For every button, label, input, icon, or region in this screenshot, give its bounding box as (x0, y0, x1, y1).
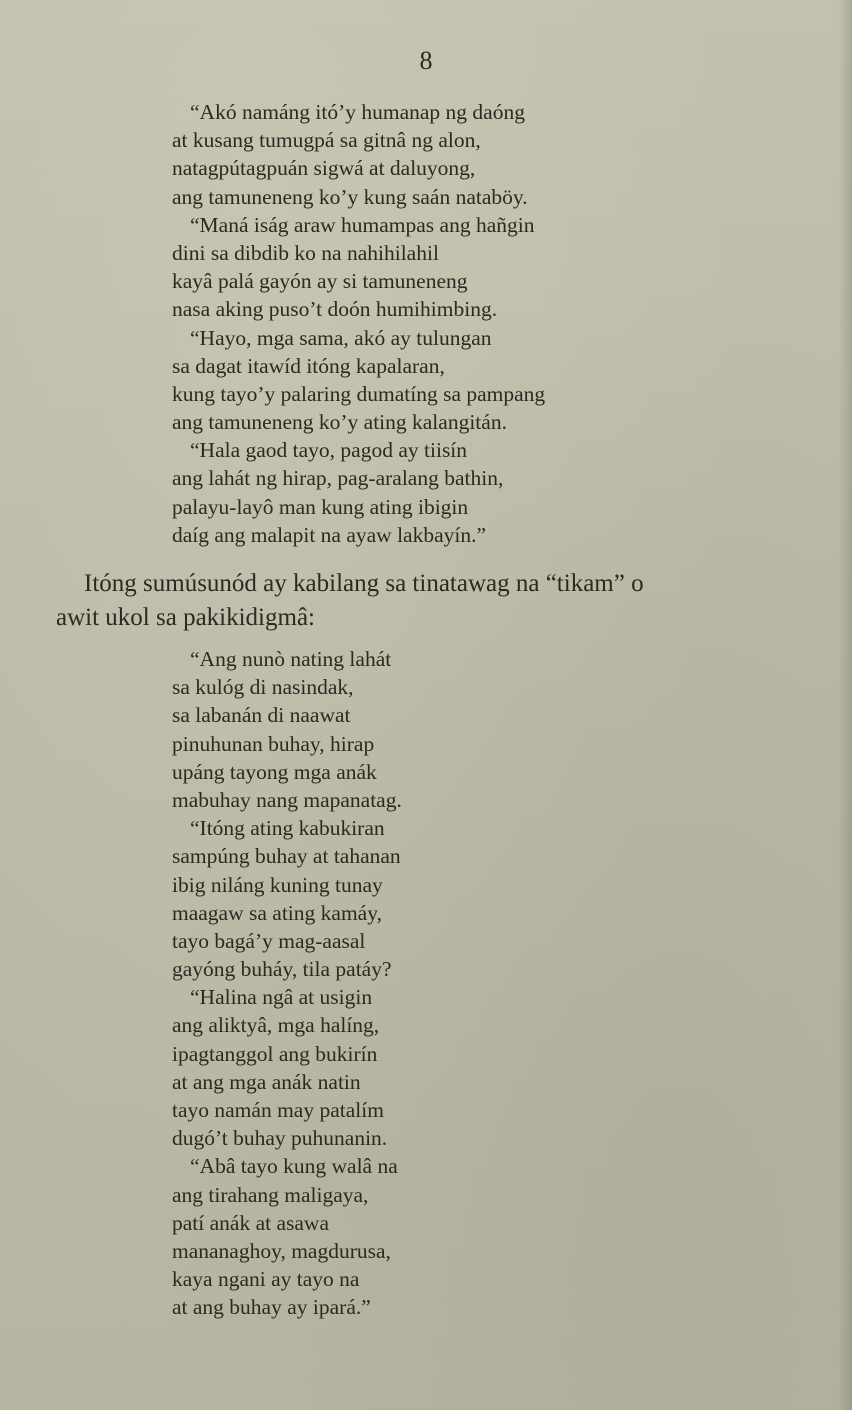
poem-line: at ang mga anák natin (172, 1069, 361, 1094)
poem-line: mananaghoy, magdurusa, (172, 1238, 391, 1263)
poem-line: ibig niláng kuning tunay (172, 872, 383, 897)
poem-line: gayóng buháy, tila patáy? (172, 957, 392, 982)
poem-line: sa kulóg di nasindak, (172, 675, 354, 700)
poem-line: ang lahát ng hirap, pag-aralang bathin, (172, 466, 504, 491)
poem-line: “Itóng ating kabukiran (190, 816, 385, 841)
poem-line: “Akó namáng itó’y humanap ng daóng (190, 100, 525, 124)
poem-line: at ang buhay ay ipará.” (172, 1295, 371, 1320)
poem-line: mabuhay nang mapanatag. (172, 787, 402, 812)
page-number: 8 (419, 46, 433, 75)
poem-line: upáng tayong mga anák (172, 759, 377, 784)
poem-line: “Abâ tayo kung walâ na (190, 1154, 398, 1179)
poem-line: tayo bagá’y mag-aasal (172, 928, 366, 953)
poem-stanzas-sea-song (172, 98, 545, 549)
poem-line: ipagtanggol ang bukirín (172, 1041, 378, 1066)
poem-line: palayu-layô man kung ating ibigin (172, 494, 469, 519)
prose-line-1: Itóng sumúsunód ay kabilang sa tinatawag na “tikam” o (84, 570, 644, 597)
poem-line: dugó’t buhay puhunanin. (172, 1126, 388, 1151)
poem-line: “Hayo, mga sama, akó ay tulungan (190, 325, 492, 350)
poem-line: ang tirahang maligaya, (172, 1182, 369, 1207)
poem-line: pinuhunan buhay, hirap (172, 731, 375, 756)
poem-line: ang tamuneneng ko’y kung saán nataböy. (172, 184, 528, 209)
poem-line: dini sa dibdib ko na nahihilahil (172, 240, 439, 265)
poem-line: natagpútagpuán sigwá at daluyong, (172, 156, 476, 181)
poem-line: at kusang tumugpá sa gitnâ ng alon, (172, 128, 481, 153)
poem-line: tayo namán may patalím (172, 1098, 384, 1122)
poem-line: “Halina ngâ at usigin (190, 985, 373, 1010)
prose-line-2: awit ukol sa pakikidigmâ: (56, 604, 315, 631)
poem-line: ang tamuneneng ko’y ating kalangitán. (172, 410, 507, 435)
poem-stanzas-tikam (172, 645, 402, 1322)
poem-line: daíg ang malapit na ayaw lakbayín.” (172, 522, 487, 547)
poem-line: kayâ palá gayón ay si tamuneneng (172, 269, 468, 294)
page-edge-shadow (838, 0, 852, 1410)
poem-line: nasa aking puso’t doón humihimbing. (172, 297, 498, 322)
poem-line: ang aliktyâ, mga halíng, (172, 1013, 380, 1038)
poem-line: maagaw sa ating kamáy, (172, 900, 382, 925)
poem-line: “Maná iság araw humampas ang hañgin (190, 212, 535, 237)
poem-line: patí anák at asawa (172, 1210, 329, 1235)
poem-line: “Hala gaod tayo, pagod ay tiisín (190, 438, 468, 463)
poem-line: sampúng buhay at tahanan (172, 844, 401, 869)
poem-line: kaya ngani ay tayo na (172, 1267, 360, 1292)
poem-line: “Ang nunò nating lahát (190, 647, 392, 671)
poem-line: sa dagat itawíd itóng kapalaran, (172, 353, 445, 378)
poem-line: sa labanán di naawat (172, 703, 351, 728)
poem-line: kung tayo’y palaring dumatíng sa pampang (172, 381, 546, 406)
prose-paragraph (56, 567, 796, 635)
